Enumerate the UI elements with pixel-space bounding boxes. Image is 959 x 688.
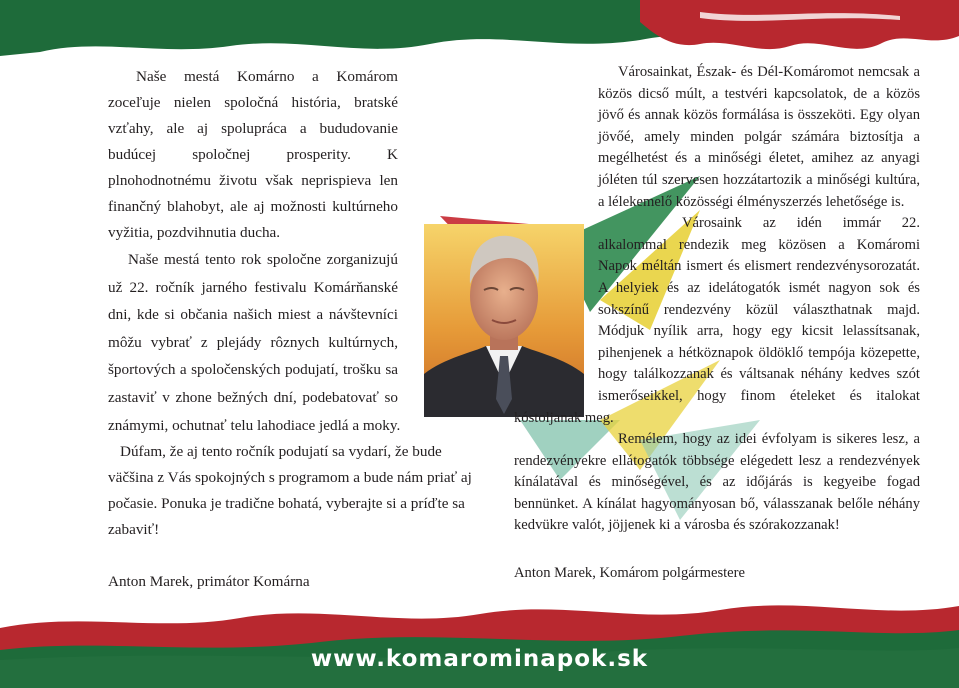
hungarian-paragraph-1: Városainkat, Észak- és Dél-Komáromot nemcsak a közös dicső múlt, a testvéri kapcsolatok, de a közös jövő és annak közös formálása is összeköti. Egy olyan jövőé, amely minden polgár számára biztosítja a megélhetést és a minőségi életet, amihez az anyagi jóléten túl szervesen hozzátartozik a minőségi kultúra, a lélekemelő közösségi élményszerzés lehetősége is. <box>598 64 920 210</box>
photo-wrap-spacer-left <box>398 222 484 392</box>
hungarian-paragraph-3: Remélem, hogy az idei évfolyam is sikeres lesz, a rendezvényekre ellátogatók többsége elégedett lesz a rendezvények kínálatával és minőségével, és az időjárás is kegyeibe fogad bennünket. A kínálat hagyományosan bő, válasszanak belőle néhány kedvükre valót, jöjjenek ki a városba és szórakozzanak! <box>514 431 920 534</box>
photo-wrap-spacer-right <box>514 216 598 406</box>
hungarian-paragraph-2: Városaink az idén immár 22. alkalommal rendezik meg közösen a Komáromi Napok méltán ismert és elismert rendezvénysorozatát. A helyiek és az idelátogatók ismét nagyon sok és sokszínű rendezvény közül választhatnak majd. Módjuk nyílik arra, hogy egy kicsit lelassítsanak, pihenjenek a hétköznapok öldöklő tempója közepette, hogy találkozzanak és váltsanak néhány kedves szót ismerőseikkel, hogy finom ételeket és italokat kóstoljanak meg. <box>514 215 920 426</box>
slovak-column <box>108 64 484 595</box>
slovak-paragraph-3: Dúfam, že aj tento ročník podujatí sa vydarí, že bude väčšina z Vás spokojných s programom a bude nám priať aj počasie. Ponuka je tradične bohatá, vyberajte si a príďte sa zabaviť! <box>108 443 472 539</box>
hungarian-signature: Anton Marek, Komárom polgármestere <box>514 565 745 582</box>
top-red-stroke <box>640 0 959 49</box>
slovak-paragraph-1: Naše mestá Komárno a Komárom zoceľuje nielen spoločná história, bratské vzťahy, ale aj spolupráca a bududovanie budúcej spoločnej prosperity. K plnohodnotnému životu však neprispieva len finančný blahobyt, ale aj možnosti kultúrneho vyžitia, pozdvihnutia ducha. <box>108 68 398 241</box>
slovak-signature: Anton Marek, primátor Komárna <box>108 573 310 591</box>
slovak-paragraph-2: Naše mestá tento rok spoločne zorganizujú už 22. ročník jarného festivalu Komárňanské dni, kde si občania našich miest a návštevníci môžu vybrať z plejády rôznych kultúrnych, športových a spoločenských podujatí, trošku sa zastaviť v zhone bežných dní, podebatovať so známymi, ochutnať telu lahodiace jedlá a moky. <box>108 251 401 434</box>
hungarian-column <box>514 62 920 585</box>
footer-url[interactable]: www.komarominapok.sk <box>310 646 649 672</box>
